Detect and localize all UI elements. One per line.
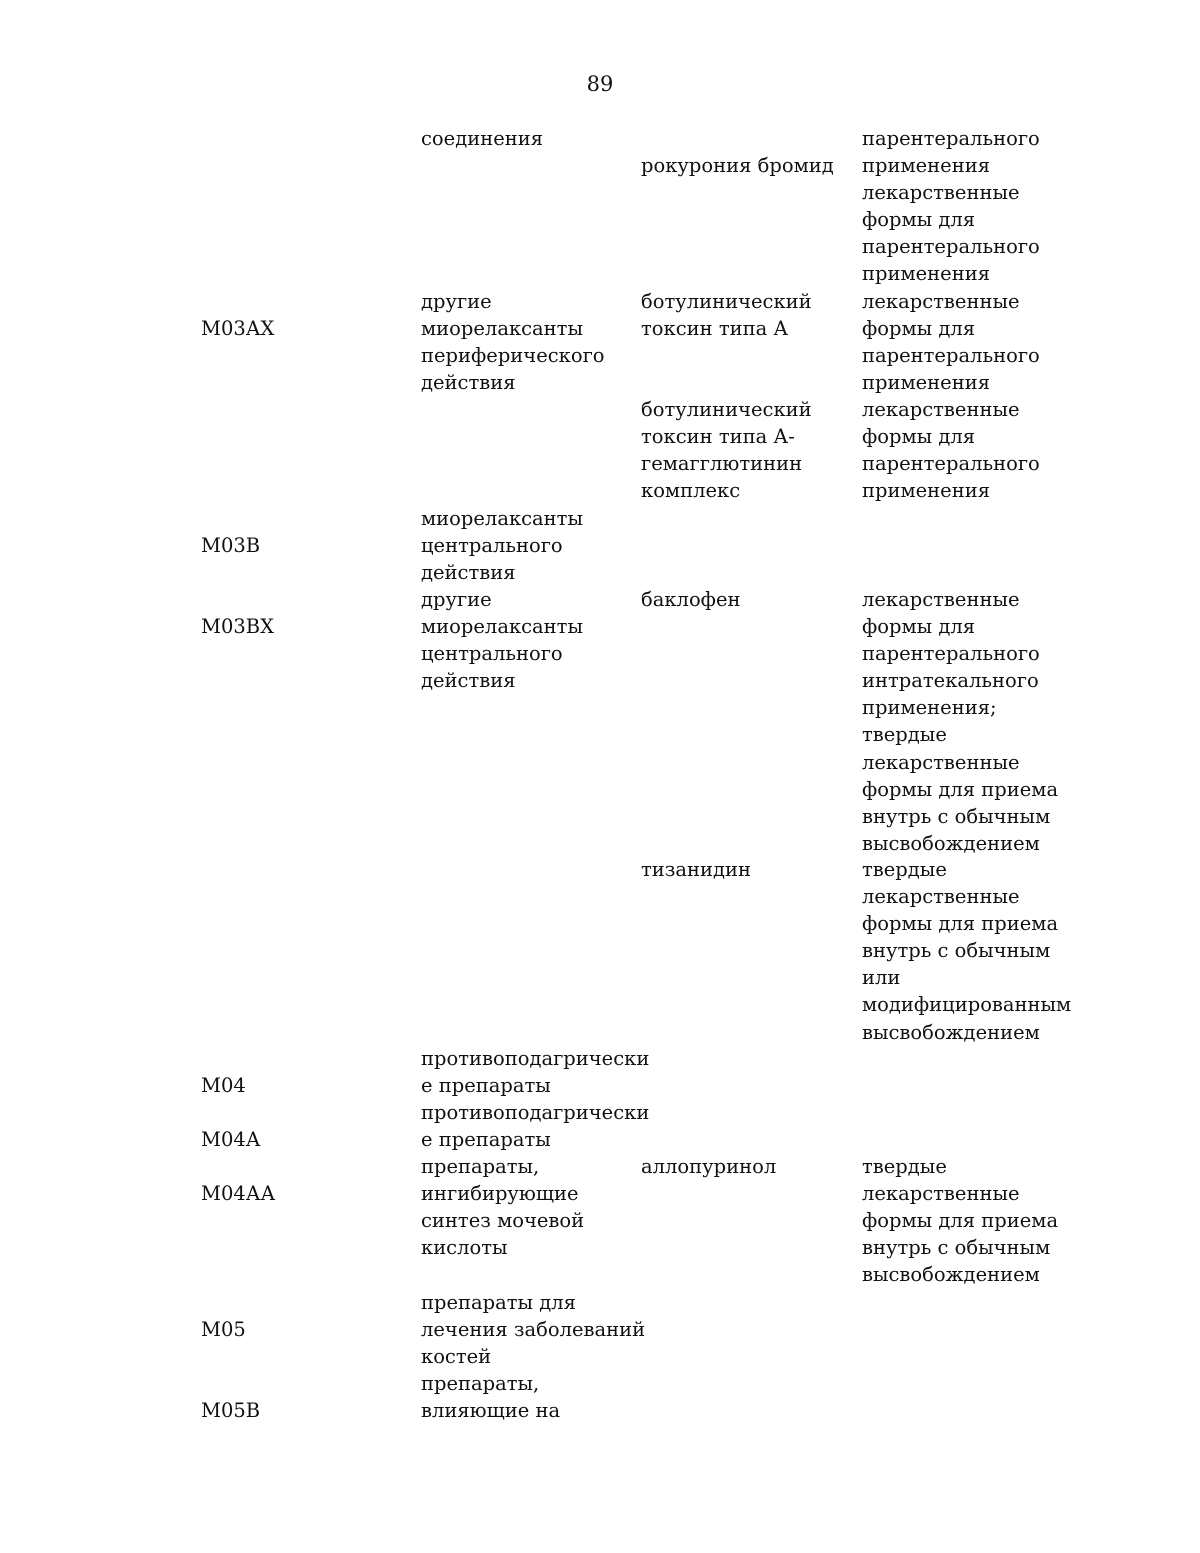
dosage-form-cell: твердые лекарственные формы для приема внутрь с обычным или модифицированным высвобождением xyxy=(862,858,1072,1044)
dosage-form-cell: твердые лекарственные формы для приема внутрь с обычным высвобождением xyxy=(862,1155,1059,1287)
dosage-form-cell: парентерального применения лекарственные формы для парентерального применения xyxy=(862,127,1040,286)
atc-code-cell: М03ВХ xyxy=(201,615,274,639)
atc-code-cell: М05В xyxy=(201,1399,261,1423)
atc-code-cell: М04А xyxy=(201,1128,261,1152)
table-row xyxy=(0,1370,1200,1423)
atc-code-cell: М04 xyxy=(201,1074,246,1098)
drug-name-cell: ботулинический токсин типа А xyxy=(641,290,812,341)
drug-name-cell: рокурония бромид xyxy=(641,154,834,178)
group-name-cell: препараты, влияющие на xyxy=(421,1372,561,1423)
dosage-form-cell: лекарственные формы для парентерального интратекального применения; твердые лекарственные формы для приема внутрь с обычным высвобождением xyxy=(862,588,1059,855)
group-name-cell: противоподагрически е препараты xyxy=(421,1047,650,1098)
dosage-form-cell: лекарственные формы для парентерального применения xyxy=(862,398,1040,503)
table-row xyxy=(0,1099,1200,1152)
group-name-cell: миорелаксанты центрального действия xyxy=(421,507,583,585)
table-row xyxy=(0,856,1200,1044)
page-number: 89 xyxy=(586,72,614,96)
table-row xyxy=(0,1045,1200,1098)
table-row xyxy=(0,125,1200,286)
group-name-cell: соединения xyxy=(421,127,544,150)
drug-name-cell: аллопуринол xyxy=(641,1155,777,1178)
table-row xyxy=(0,396,1200,503)
group-name-cell: препараты, ингибирующие синтез мочевой кислоты xyxy=(421,1155,585,1260)
atc-code-cell: М05 xyxy=(201,1318,246,1342)
group-name-cell: другие миорелаксанты центрального действия xyxy=(421,588,583,693)
table-row xyxy=(0,288,1200,395)
atc-code-cell: М03В xyxy=(201,534,261,558)
table-row xyxy=(0,1289,1200,1369)
drug-name-cell: баклофен xyxy=(641,588,741,611)
group-name-cell: препараты для лечения заболеваний костей xyxy=(421,1291,646,1369)
table-row xyxy=(0,505,1200,585)
atc-code-cell: М03АХ xyxy=(201,317,275,341)
group-name-cell: противоподагрически е препараты xyxy=(421,1101,650,1152)
dosage-form-cell: лекарственные формы для парентерального применения xyxy=(862,290,1040,395)
drug-name-cell: тизанидин xyxy=(641,858,752,881)
table-row xyxy=(0,1153,1200,1287)
group-name-cell: другие миорелаксанты периферического действия xyxy=(421,290,605,395)
drug-name-cell: ботулинический токсин типа А- гемагглютинин комплекс xyxy=(641,398,812,503)
atc-code-cell: М04АА xyxy=(201,1182,276,1206)
table-row xyxy=(0,586,1200,855)
